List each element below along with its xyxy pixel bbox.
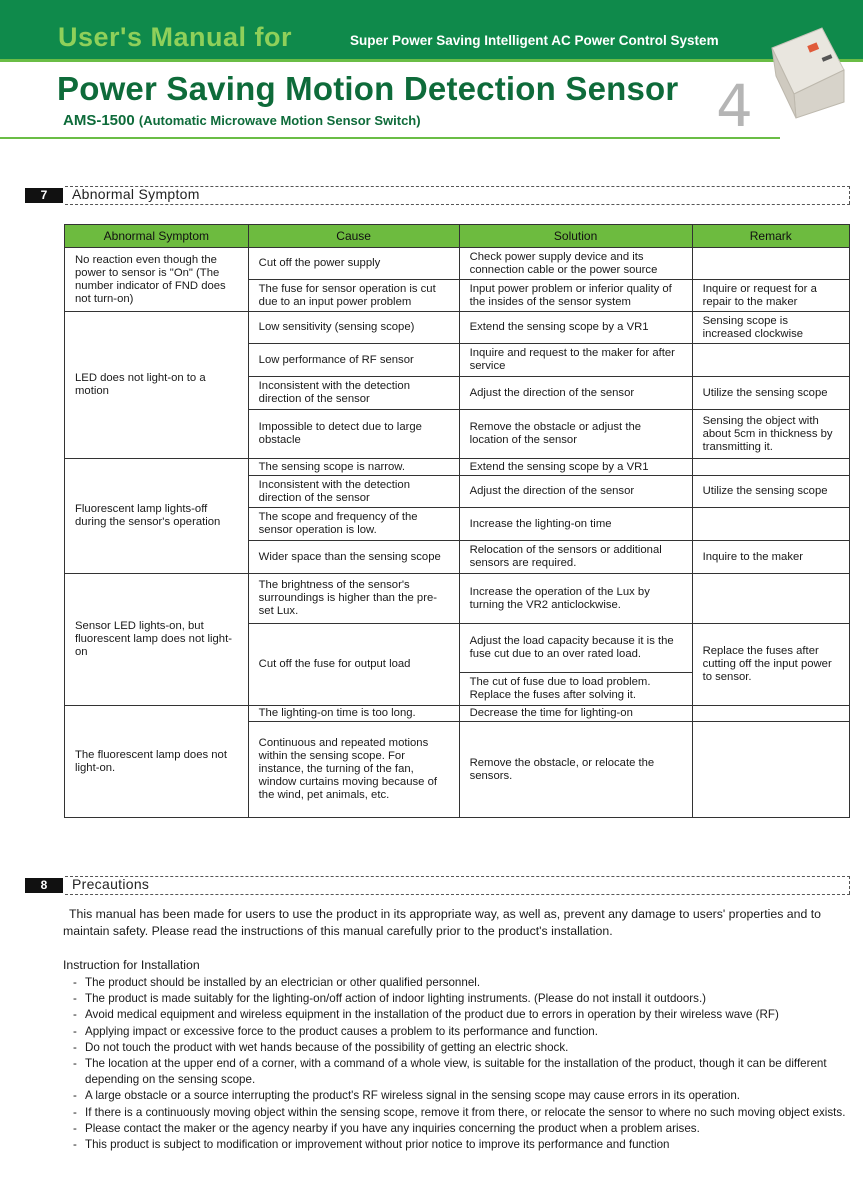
list-item: - The product is made suitably for the lighting-on/off action of indoor lighting instruments. (Please do not install it outdoors.) bbox=[73, 991, 853, 1007]
header-cause: Cause bbox=[248, 225, 459, 248]
cause-cell: The sensing scope is narrow. bbox=[248, 459, 459, 476]
table-row bbox=[65, 248, 850, 280]
solution-cell: The cut of fuse due to load problem. Replace the fuses after solving it. bbox=[459, 673, 692, 706]
list-item: - A large obstacle or a source interrupting the product's RF wireless signal in the sensing scope may cause errors in its operation. bbox=[73, 1088, 853, 1104]
remark-cell: Replace the fuses after cutting off the input power to sensor. bbox=[692, 624, 849, 706]
table-row bbox=[65, 459, 850, 476]
table-row bbox=[65, 574, 850, 624]
solution-cell: Adjust the load capacity because it is the fuse cut due to an over rated load. bbox=[459, 624, 692, 673]
cause-cell: Wider space than the sensing scope bbox=[248, 541, 459, 574]
page-title: Power Saving Motion Detection Sensor bbox=[57, 70, 679, 107]
remark-cell: Utilize the sensing scope bbox=[692, 476, 849, 508]
solution-cell: Inquire and request to the maker for after service bbox=[459, 344, 692, 377]
list-item: - Please contact the maker or the agency nearby if you have any inquiries concerning the product when a problem arises. bbox=[73, 1121, 853, 1137]
remark-cell bbox=[692, 508, 849, 541]
solution-cell: Adjust the direction of the sensor bbox=[459, 476, 692, 508]
solution-cell: Input power problem or inferior quality of the insides of the sensor system bbox=[459, 280, 692, 312]
remark-cell: Utilize the sensing scope bbox=[692, 377, 849, 410]
heading-dash-end bbox=[849, 186, 850, 204]
cause-cell: The scope and frequency of the sensor operation is low. bbox=[248, 508, 459, 541]
remark-cell: Inquire or request for a repair to the maker bbox=[692, 280, 849, 312]
remark-cell: Sensing the object with about 5cm in thickness by transmitting it. bbox=[692, 410, 849, 459]
cause-cell: Low sensitivity (sensing scope) bbox=[248, 312, 459, 344]
remark-cell bbox=[692, 459, 849, 476]
table-row bbox=[65, 706, 850, 722]
list-item: - If there is a continuously moving object within the sensing scope, remove it from there, or relocate the sensor to where no such moving object exists. bbox=[73, 1105, 853, 1121]
header-solution: Solution bbox=[459, 225, 692, 248]
section-8-heading bbox=[25, 876, 850, 896]
cause-cell: The lighting-on time is too long. bbox=[248, 706, 459, 722]
sensor-device-illustration bbox=[752, 10, 852, 120]
heading-dash-top bbox=[65, 876, 850, 877]
solution-cell: Remove the obstacle or adjust the location of the sensor bbox=[459, 410, 692, 459]
solution-cell: Increase the lighting-on time bbox=[459, 508, 692, 541]
abnormal-symptom-table bbox=[64, 224, 850, 818]
section-7-heading bbox=[25, 186, 850, 206]
solution-cell: Adjust the direction of the sensor bbox=[459, 377, 692, 410]
section-number: 7 bbox=[25, 188, 63, 203]
header-divider bbox=[0, 59, 863, 62]
remark-cell bbox=[692, 722, 849, 818]
heading-dash-end bbox=[849, 876, 850, 894]
solution-cell: Increase the operation of the Lux by turning the VR2 anticlockwise. bbox=[459, 574, 692, 624]
cause-cell: The fuse for sensor operation is cut due to an input power problem bbox=[248, 280, 459, 312]
cause-cell: Cut off the fuse for output load bbox=[248, 624, 459, 706]
symptom-cell: No reaction even though the power to sensor is "On" (The number indicator of FND does not turn-on) bbox=[65, 248, 249, 312]
precautions-intro: This manual has been made for users to use the product in its appropriate way, as well as, prevent any damage to users' properties and to maintain safety. Please read the instructions of this manual carefully prior to the product's installation. bbox=[63, 907, 821, 938]
solution-cell: Check power supply device and its connection cable or the power source bbox=[459, 248, 692, 280]
installation-list bbox=[73, 975, 853, 1153]
solution-cell: Decrease the time for lighting-on bbox=[459, 706, 692, 722]
header-symptom: Abnormal Symptom bbox=[65, 225, 249, 248]
remark-cell bbox=[692, 706, 849, 722]
list-item: - The product should be installed by an electrician or other qualified personnel. bbox=[73, 975, 853, 991]
page-number: 4 bbox=[716, 72, 753, 140]
symptom-cell: Sensor LED lights-on, but fluorescent lamp does not light-on bbox=[65, 574, 249, 706]
solution-cell: Extend the sensing scope by a VR1 bbox=[459, 312, 692, 344]
remark-cell bbox=[692, 574, 849, 624]
solution-cell: Relocation of the sensors or additional sensors are required. bbox=[459, 541, 692, 574]
heading-dash-bottom bbox=[65, 204, 850, 205]
section-title: Precautions bbox=[72, 876, 150, 892]
list-item: - Applying impact or excessive force to the product causes a problem to its performance and function. bbox=[73, 1024, 853, 1040]
section-number: 8 bbox=[25, 878, 63, 893]
system-subtitle: Super Power Saving Intelligent AC Power Control System bbox=[350, 33, 719, 48]
cause-cell: Impossible to detect due to large obstacle bbox=[248, 410, 459, 459]
solution-cell: Remove the obstacle, or relocate the sensors. bbox=[459, 722, 692, 818]
cause-cell: The brightness of the sensor's surroundings is higher than the pre-set Lux. bbox=[248, 574, 459, 624]
cause-cell: Inconsistent with the detection direction of the sensor bbox=[248, 476, 459, 508]
cause-cell: Cut off the power supply bbox=[248, 248, 459, 280]
cause-cell: Low performance of RF sensor bbox=[248, 344, 459, 377]
list-item: - Avoid medical equipment and wireless equipment in the installation of the product due to errors in operation by their wireless wave (RF) bbox=[73, 1007, 853, 1023]
model-line bbox=[63, 112, 421, 129]
heading-dash-bottom bbox=[65, 894, 850, 895]
section-title: Abnormal Symptom bbox=[72, 186, 200, 202]
cause-cell: Continuous and repeated motions within the sensing scope. For instance, the turning of the fan, window curtains moving because of the wind, pet animals, etc. bbox=[248, 722, 459, 818]
symptom-cell: Fluorescent lamp lights-off during the sensor's operation bbox=[65, 459, 249, 574]
remark-cell: Inquire to the maker bbox=[692, 541, 849, 574]
list-item: - Do not touch the product with wet hands because of the possibility of getting an electric shock. bbox=[73, 1040, 853, 1056]
table-row bbox=[65, 312, 850, 344]
remark-cell bbox=[692, 344, 849, 377]
table-header-row bbox=[65, 225, 850, 248]
installation-heading: Instruction for Installation bbox=[63, 958, 200, 972]
solution-cell: Extend the sensing scope by a VR1 bbox=[459, 459, 692, 476]
header-rule bbox=[0, 137, 780, 139]
symptom-cell: LED does not light-on to a motion bbox=[65, 312, 249, 459]
header-remark: Remark bbox=[692, 225, 849, 248]
remark-cell: Sensing scope is increased clockwise bbox=[692, 312, 849, 344]
model-description: (Automatic Microwave Motion Sensor Switch) bbox=[138, 113, 421, 128]
list-item: - The location at the upper end of a corner, with a command of a whole view, is suitable for the installation of the product, though it can be different depending on the sensing scope. bbox=[73, 1056, 853, 1088]
remark-cell bbox=[692, 248, 849, 280]
model-number: AMS-1500 bbox=[63, 112, 135, 129]
manual-for-label: User's Manual for bbox=[58, 22, 292, 52]
list-item: - This product is subject to modification or improvement without prior notice to improve its performance and function bbox=[73, 1137, 853, 1153]
symptom-cell: The fluorescent lamp does not light-on. bbox=[65, 706, 249, 818]
cause-cell: Inconsistent with the detection direction of the sensor bbox=[248, 377, 459, 410]
